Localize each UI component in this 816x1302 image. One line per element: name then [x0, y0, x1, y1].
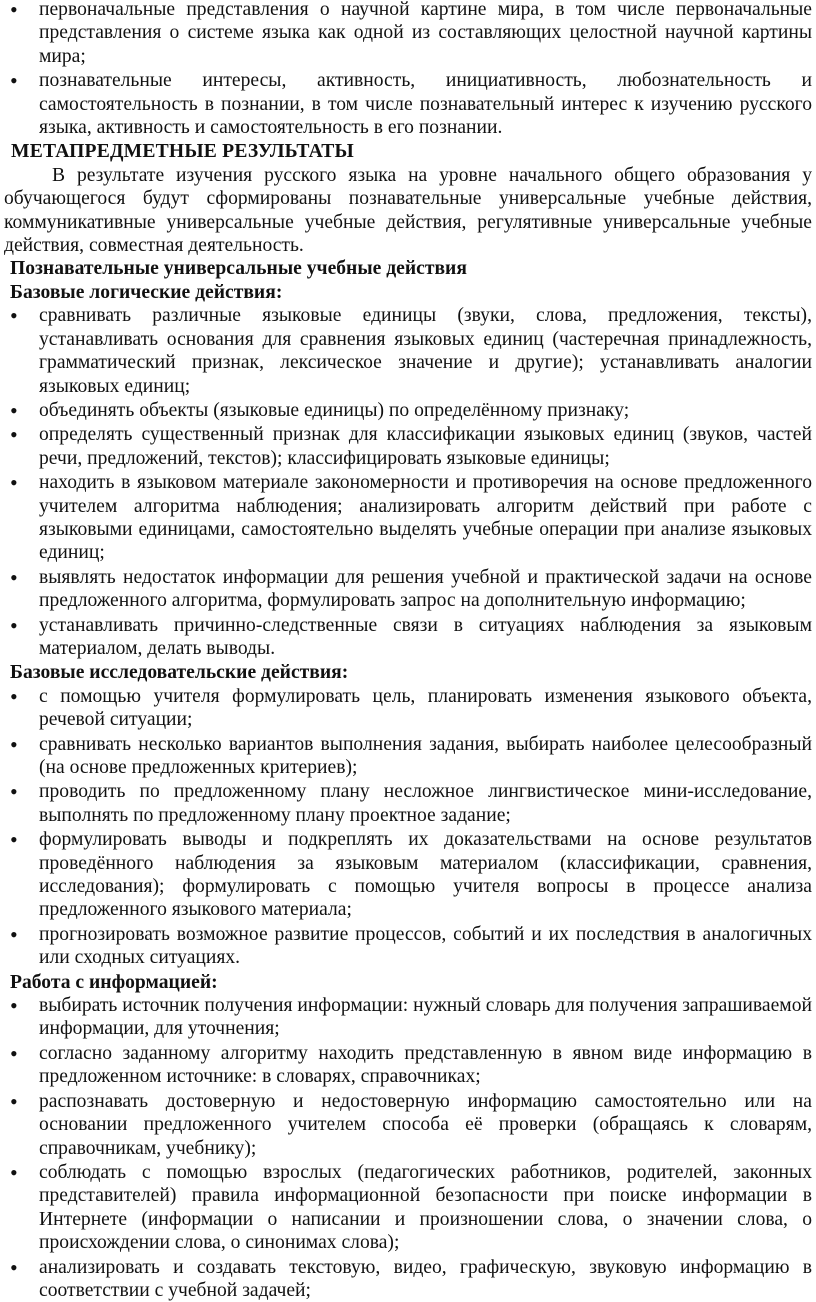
list-item: • проводить по предложенному плану несложное лингвистическое мини-исследование, выполнять по предложенному плану проектное задание;: [0, 780, 816, 827]
list-item: • находить в языковом материале закономерности и противоречия на основе предложенного учителем алгоритма наблюдения; анализировать алгоритм действий при работе с языковыми единицами, самостоятельно выделять учебные операции при анализе языковых единиц;: [0, 471, 816, 565]
list-item: • согласно заданному алгоритму находить представленную в явном виде информацию в предложенном источнике: в словарях, справочниках;: [0, 1042, 816, 1089]
list-item: • прогнозировать возможное развитие процессов, событий и их последствия в аналогичных или сходных ситуациях.: [0, 923, 816, 970]
subsection-heading-cognitive: Познавательные универсальные учебные действия: [10, 258, 467, 280]
list-item: • объединять объекты (языковые единицы) по определённому признаку;: [0, 399, 816, 422]
intro-list: [0, 0, 816, 139]
list-item: • формулировать выводы и подкреплять их доказательствами на основе результатов проведённого наблюдения за языковым материалом (классификации, сравнения, исследования); формулировать с помощью учителя вопросы в процессе анализа предложенного языкового материала;: [0, 828, 816, 922]
list-item: • сравнивать различные языковые единицы (звуки, слова, предложения, тексты), устанавливать основания для сравнения языковых единиц (частеречная принадлежность, грамматический признак, лексическое значение и другие); устанавливать аналогии языковых единиц;: [0, 304, 816, 398]
list-item: • устанавливать причинно-следственные связи в ситуациях наблюдения за языковым материалом, делать выводы.: [0, 614, 816, 661]
list-item: • познавательные интересы, активность, инициативность, любознательность и самостоятельность в познании, в том числе познавательный интерес к изучению русского языка, активность и самостоятельность в его познании.: [0, 69, 816, 139]
subsection-heading-logic: Базовые логические действия:: [10, 281, 283, 303]
list-item: • первоначальные представления о научной картине мира, в том числе первоначальные представления о системе языка как одной из составляющих целостной научной картины мира;: [0, 0, 816, 68]
list-item: • определять существенный признак для классификации языковых единиц (звуков, частей речи, предложений, текстов); классифицировать языковые единицы;: [0, 423, 816, 470]
logic-list: [0, 304, 816, 660]
list-item: • соблюдать с помощью взрослых (педагогических работников, родителей, законных представителей) правила информационной безопасности при поиске информации в Интернете (информации о написании и произношении слова, о значении слова, о происхождении слова, о синонимах слова);: [0, 1161, 816, 1255]
list-item: • выявлять недостаток информации для решения учебной и практической задачи на основе предложенного алгоритма, формулировать запрос на дополнительную информацию;: [0, 566, 816, 613]
meta-paragraph: В результате изучения русского языка на уровне начального общего образования у обучающегося будут сформированы познавательные универсальные учебные действия, коммуникативные универсальные учебные действия, регулятивные универсальные учебные действия, совместная деятельность.: [4, 164, 812, 257]
info-list: [0, 994, 816, 1302]
list-item: • сравнивать несколько вариантов выполнения задания, выбирать наиболее целесообразный (на основе предложенных критериев);: [0, 733, 816, 780]
research-list: [0, 685, 816, 970]
list-item: • анализировать и создавать текстовую, видео, графическую, звуковую информацию в соответствии с учебной задачей;: [0, 1256, 816, 1302]
section-heading-meta: МЕТАПРЕДМЕТНЫЕ РЕЗУЛЬТАТЫ: [11, 141, 354, 163]
subsection-heading-info: Работа с информацией:: [10, 971, 218, 993]
list-item: • распознавать достоверную и недостоверную информацию самостоятельно или на основании предложенного учителем способа её проверки (обращаясь к словарям, справочникам, учебнику);: [0, 1090, 816, 1160]
subsection-heading-research: Базовые исследовательские действия:: [10, 662, 349, 684]
list-item: • с помощью учителя формулировать цель, планировать изменения языкового объекта, речевой ситуации;: [0, 685, 816, 732]
list-item: • выбирать источник получения информации: нужный словарь для получения запрашиваемой информации, для уточнения;: [0, 994, 816, 1041]
